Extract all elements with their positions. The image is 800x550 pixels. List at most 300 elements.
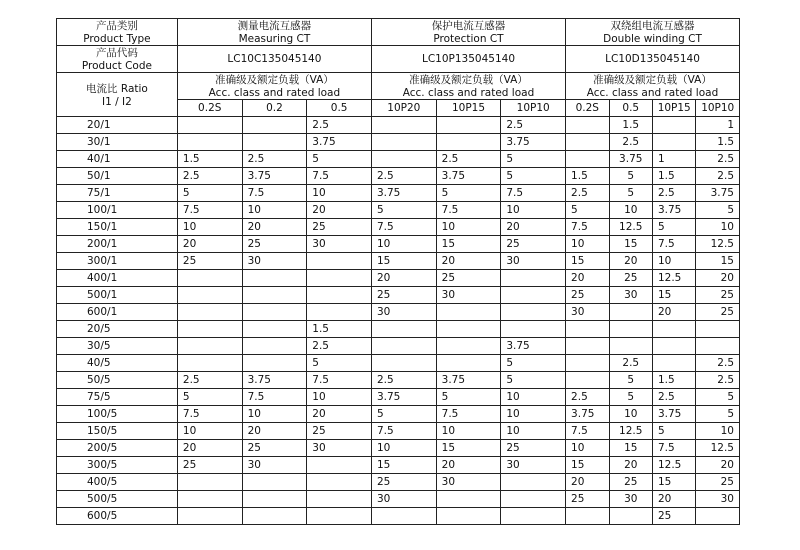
value-cell: 2.5	[609, 134, 652, 151]
value-cell: 30	[307, 440, 372, 457]
value-cell	[501, 287, 566, 304]
accuracy-cn: 准确级及额定负载（VA）	[409, 74, 528, 86]
class-header: 10P10	[696, 100, 740, 117]
value-cell: 2.5	[177, 372, 242, 389]
value-cell: 25	[566, 287, 609, 304]
value-cell: 20	[501, 219, 566, 236]
value-cell: 30	[436, 287, 501, 304]
value-cell: 25	[242, 440, 307, 457]
value-cell: 2.5	[566, 389, 609, 406]
ratio-cell: 500/5	[57, 491, 178, 508]
value-cell: 20	[696, 270, 740, 287]
ratio-cell: 200/5	[57, 440, 178, 457]
value-cell: 3.75	[566, 406, 609, 423]
value-cell: 3.75	[652, 202, 695, 219]
value-cell: 2.5	[436, 151, 501, 168]
value-cell: 20	[696, 457, 740, 474]
value-cell: 12.5	[652, 457, 695, 474]
value-cell: 2.5	[696, 355, 740, 372]
value-cell: 1.5	[177, 151, 242, 168]
value-cell: 5	[371, 406, 436, 423]
value-cell: 12.5	[696, 440, 740, 457]
value-cell: 10	[696, 423, 740, 440]
measuring-code: LC10C135045140	[177, 46, 371, 73]
value-cell	[371, 117, 436, 134]
value-cell: 5	[652, 423, 695, 440]
accuracy-row	[57, 73, 740, 100]
table-row	[57, 338, 740, 355]
value-cell	[371, 321, 436, 338]
value-cell: 30	[242, 253, 307, 270]
value-cell	[566, 117, 609, 134]
value-cell	[652, 321, 695, 338]
value-cell: 30	[307, 236, 372, 253]
value-cell	[242, 355, 307, 372]
value-cell	[652, 355, 695, 372]
value-cell	[696, 338, 740, 355]
accuracy-cn: 准确级及额定负载（VA）	[215, 74, 334, 86]
table-row	[57, 151, 740, 168]
product-type-row	[57, 19, 740, 46]
value-cell	[436, 117, 501, 134]
ratio-cell: 150/5	[57, 423, 178, 440]
value-cell	[566, 355, 609, 372]
value-cell	[371, 151, 436, 168]
product-code-row	[57, 46, 740, 73]
ratio-cell: 400/5	[57, 474, 178, 491]
value-cell: 30	[696, 491, 740, 508]
measuring-ct-cn: 测量电流互感器	[237, 20, 312, 32]
value-cell	[609, 508, 652, 525]
value-cell: 7.5	[436, 406, 501, 423]
value-cell: 3.75	[371, 389, 436, 406]
value-cell: 20	[436, 457, 501, 474]
value-cell	[307, 253, 372, 270]
value-cell: 10	[501, 389, 566, 406]
value-cell: 20	[177, 236, 242, 253]
class-header: 0.2S	[177, 100, 242, 117]
value-cell: 10	[307, 389, 372, 406]
table-row	[57, 389, 740, 406]
measuring-accuracy-header	[177, 73, 371, 100]
value-cell	[566, 151, 609, 168]
ratio-cell: 40/5	[57, 355, 178, 372]
value-cell	[609, 338, 652, 355]
ratio-header-cn: 电流比 Ratio	[86, 82, 148, 95]
value-cell	[177, 287, 242, 304]
value-cell: 25	[371, 287, 436, 304]
table-row	[57, 321, 740, 338]
value-cell	[501, 270, 566, 287]
value-cell: 15	[609, 236, 652, 253]
value-cell: 30	[436, 474, 501, 491]
value-cell: 5	[696, 389, 740, 406]
value-cell: 5	[696, 202, 740, 219]
value-cell	[177, 304, 242, 321]
value-cell: 25	[566, 491, 609, 508]
table-row	[57, 168, 740, 185]
value-cell: 3.75	[436, 168, 501, 185]
value-cell	[307, 457, 372, 474]
value-cell: 5	[501, 355, 566, 372]
value-cell: 20	[652, 491, 695, 508]
value-cell: 20	[307, 202, 372, 219]
double-winding-code: LC10D135045140	[566, 46, 740, 73]
value-cell: 3.75	[307, 134, 372, 151]
value-cell	[436, 491, 501, 508]
value-cell	[371, 134, 436, 151]
ratio-cell: 30/1	[57, 134, 178, 151]
value-cell	[242, 491, 307, 508]
table-row	[57, 185, 740, 202]
value-cell	[177, 117, 242, 134]
value-cell: 25	[609, 474, 652, 491]
value-cell: 5	[696, 406, 740, 423]
value-cell: 10	[177, 423, 242, 440]
value-cell: 5	[652, 219, 695, 236]
table-row	[57, 270, 740, 287]
class-header: 10P20	[371, 100, 436, 117]
value-cell: 3.75	[371, 185, 436, 202]
value-cell: 7.5	[566, 219, 609, 236]
value-cell: 20	[436, 253, 501, 270]
product-code-header	[57, 46, 178, 73]
value-cell: 15	[566, 457, 609, 474]
table-row	[57, 423, 740, 440]
value-cell	[242, 270, 307, 287]
value-cell: 3.75	[652, 406, 695, 423]
value-cell	[566, 338, 609, 355]
value-cell: 1.5	[609, 117, 652, 134]
value-cell: 25	[696, 287, 740, 304]
value-cell	[307, 270, 372, 287]
value-cell: 15	[371, 253, 436, 270]
value-cell: 12.5	[696, 236, 740, 253]
value-cell: 25	[242, 236, 307, 253]
ratio-cell: 20/1	[57, 117, 178, 134]
value-cell	[501, 491, 566, 508]
value-cell	[696, 321, 740, 338]
value-cell	[307, 491, 372, 508]
ratio-header-en: I1 / I2	[102, 95, 132, 108]
product-code-en: Product Code	[81, 60, 152, 72]
product-code-cn: 产品代码	[95, 47, 138, 59]
table-row	[57, 117, 740, 134]
value-cell	[307, 474, 372, 491]
ratio-cell: 75/1	[57, 185, 178, 202]
value-cell: 1.5	[652, 372, 695, 389]
value-cell: 2.5	[609, 355, 652, 372]
value-cell: 20	[609, 457, 652, 474]
value-cell: 20	[242, 219, 307, 236]
value-cell: 5	[501, 372, 566, 389]
value-cell: 10	[566, 236, 609, 253]
value-cell	[436, 304, 501, 321]
value-cell	[566, 372, 609, 389]
value-cell: 30	[501, 253, 566, 270]
value-cell	[501, 321, 566, 338]
value-cell: 20	[177, 440, 242, 457]
value-cell: 3.75	[436, 372, 501, 389]
product-type-en: Product Type	[83, 33, 151, 45]
value-cell: 25	[696, 304, 740, 321]
accuracy-en: Acc. class and rated load	[208, 87, 341, 99]
value-cell: 10	[242, 406, 307, 423]
value-cell	[436, 338, 501, 355]
value-cell	[371, 338, 436, 355]
value-cell	[242, 287, 307, 304]
value-cell: 3.75	[501, 134, 566, 151]
value-cell: 5	[609, 185, 652, 202]
value-cell	[242, 134, 307, 151]
value-cell: 10	[652, 253, 695, 270]
value-cell	[436, 508, 501, 525]
value-cell: 10	[177, 219, 242, 236]
value-cell: 25	[177, 253, 242, 270]
value-cell	[242, 338, 307, 355]
value-cell: 5	[609, 389, 652, 406]
value-cell: 2.5	[371, 168, 436, 185]
value-cell: 30	[609, 287, 652, 304]
value-cell: 3.75	[242, 168, 307, 185]
value-cell	[177, 491, 242, 508]
value-cell	[177, 355, 242, 372]
value-cell	[436, 321, 501, 338]
table-row	[57, 134, 740, 151]
value-cell: 2.5	[652, 185, 695, 202]
value-cell: 15	[609, 440, 652, 457]
ratio-cell: 100/1	[57, 202, 178, 219]
table-row	[57, 508, 740, 525]
value-cell: 5	[307, 355, 372, 372]
class-header: 0.2	[242, 100, 307, 117]
value-cell: 10	[566, 440, 609, 457]
ratio-cell: 400/1	[57, 270, 178, 287]
value-cell	[501, 508, 566, 525]
value-cell: 15	[652, 474, 695, 491]
value-cell: 7.5	[371, 219, 436, 236]
table-row	[57, 253, 740, 270]
value-cell: 25	[696, 474, 740, 491]
value-cell: 30	[501, 457, 566, 474]
value-cell: 5	[436, 389, 501, 406]
value-cell	[177, 134, 242, 151]
value-cell: 3.75	[242, 372, 307, 389]
double-winding-ct-cn: 双绕组电流互感器	[610, 20, 695, 32]
ratio-cell: 50/5	[57, 372, 178, 389]
value-cell: 10	[307, 185, 372, 202]
ratio-cell: 30/5	[57, 338, 178, 355]
table-row	[57, 406, 740, 423]
value-cell: 7.5	[242, 185, 307, 202]
value-cell: 5	[436, 185, 501, 202]
value-cell	[242, 117, 307, 134]
value-cell: 30	[371, 491, 436, 508]
ct-spec-table	[56, 18, 740, 525]
value-cell	[177, 508, 242, 525]
value-cell: 20	[566, 270, 609, 287]
value-cell	[566, 508, 609, 525]
value-cell	[566, 321, 609, 338]
value-cell: 20	[609, 253, 652, 270]
value-cell: 20	[652, 304, 695, 321]
value-cell: 7.5	[501, 185, 566, 202]
value-cell: 10	[609, 202, 652, 219]
value-cell: 2.5	[696, 168, 740, 185]
value-cell: 25	[609, 270, 652, 287]
ratio-cell: 75/5	[57, 389, 178, 406]
class-header: 10P15	[436, 100, 501, 117]
table-row	[57, 491, 740, 508]
product-type-cn: 产品类别	[95, 20, 138, 32]
class-header: 10P10	[501, 100, 566, 117]
value-cell: 5	[307, 151, 372, 168]
double-winding-ct-en: Double winding CT	[603, 33, 702, 45]
protection-ct-en: Protection CT	[433, 33, 504, 45]
table-row	[57, 202, 740, 219]
table-row	[57, 372, 740, 389]
value-cell: 5	[609, 372, 652, 389]
value-cell: 2.5	[242, 151, 307, 168]
protection-accuracy-header	[371, 73, 565, 100]
value-cell: 15	[566, 253, 609, 270]
value-cell: 5	[609, 168, 652, 185]
value-cell: 10	[501, 423, 566, 440]
value-cell: 5	[501, 168, 566, 185]
value-cell: 15	[371, 457, 436, 474]
value-cell	[501, 304, 566, 321]
class-header: 0.5	[307, 100, 372, 117]
value-cell: 25	[371, 474, 436, 491]
table-row	[57, 440, 740, 457]
value-cell: 5	[566, 202, 609, 219]
value-cell	[242, 321, 307, 338]
value-cell: 7.5	[436, 202, 501, 219]
class-header: 0.5	[609, 100, 652, 117]
value-cell	[242, 474, 307, 491]
value-cell: 2.5	[307, 117, 372, 134]
value-cell: 30	[566, 304, 609, 321]
value-cell: 10	[696, 219, 740, 236]
value-cell	[242, 508, 307, 525]
value-cell	[436, 355, 501, 372]
value-cell: 25	[177, 457, 242, 474]
value-cell: 2.5	[696, 372, 740, 389]
value-cell: 15	[696, 253, 740, 270]
ratio-cell: 300/5	[57, 457, 178, 474]
class-header: 0.2S	[566, 100, 609, 117]
protection-code: LC10P135045140	[371, 46, 565, 73]
class-header: 10P15	[652, 100, 695, 117]
value-cell: 1	[652, 151, 695, 168]
value-cell: 30	[609, 491, 652, 508]
ratio-cell: 600/1	[57, 304, 178, 321]
ratio-header	[57, 73, 178, 117]
value-cell: 1.5	[652, 168, 695, 185]
value-cell: 2.5	[371, 372, 436, 389]
value-cell: 1	[696, 117, 740, 134]
value-cell	[566, 134, 609, 151]
value-cell: 30	[371, 304, 436, 321]
value-cell: 7.5	[652, 440, 695, 457]
value-cell	[177, 338, 242, 355]
value-cell: 20	[307, 406, 372, 423]
value-cell: 5	[501, 151, 566, 168]
value-cell: 5	[177, 389, 242, 406]
table-row	[57, 304, 740, 321]
value-cell	[177, 321, 242, 338]
value-cell: 7.5	[177, 202, 242, 219]
value-cell	[307, 287, 372, 304]
value-cell: 15	[436, 236, 501, 253]
value-cell: 7.5	[566, 423, 609, 440]
value-cell: 7.5	[307, 168, 372, 185]
value-cell: 10	[371, 440, 436, 457]
value-cell: 5	[177, 185, 242, 202]
value-cell: 25	[652, 508, 695, 525]
double-winding-accuracy-header	[566, 73, 740, 100]
value-cell	[307, 304, 372, 321]
value-cell: 2.5	[307, 338, 372, 355]
value-cell: 2.5	[501, 117, 566, 134]
ratio-cell: 200/1	[57, 236, 178, 253]
value-cell: 3.75	[609, 151, 652, 168]
value-cell: 15	[436, 440, 501, 457]
value-cell	[242, 304, 307, 321]
accuracy-en: Acc. class and rated load	[586, 87, 719, 99]
value-cell: 1.5	[696, 134, 740, 151]
value-cell: 2.5	[696, 151, 740, 168]
value-cell: 15	[652, 287, 695, 304]
value-cell	[652, 338, 695, 355]
value-cell: 3.75	[696, 185, 740, 202]
value-cell: 20	[371, 270, 436, 287]
value-cell: 5	[371, 202, 436, 219]
table-row	[57, 457, 740, 474]
ratio-cell: 600/5	[57, 508, 178, 525]
value-cell	[501, 474, 566, 491]
value-cell: 3.75	[501, 338, 566, 355]
value-cell: 10	[436, 219, 501, 236]
value-cell	[696, 508, 740, 525]
value-cell: 10	[501, 202, 566, 219]
value-cell: 2.5	[566, 185, 609, 202]
value-cell	[652, 134, 695, 151]
value-cell: 10	[371, 236, 436, 253]
protection-ct-header	[371, 19, 565, 46]
value-cell: 25	[501, 440, 566, 457]
value-cell	[371, 355, 436, 372]
value-cell: 7.5	[371, 423, 436, 440]
value-cell: 2.5	[652, 389, 695, 406]
accuracy-en: Acc. class and rated load	[402, 87, 535, 99]
product-type-header	[57, 19, 178, 46]
value-cell	[307, 508, 372, 525]
value-cell: 1.5	[307, 321, 372, 338]
protection-ct-cn: 保护电流互感器	[431, 20, 506, 32]
table-row	[57, 474, 740, 491]
value-cell	[177, 270, 242, 287]
value-cell: 10	[501, 406, 566, 423]
measuring-ct-header	[177, 19, 371, 46]
ratio-cell: 100/5	[57, 406, 178, 423]
table-row	[57, 236, 740, 253]
table-row	[57, 355, 740, 372]
ratio-cell: 150/1	[57, 219, 178, 236]
value-cell: 25	[436, 270, 501, 287]
table-row	[57, 219, 740, 236]
value-cell: 30	[242, 457, 307, 474]
